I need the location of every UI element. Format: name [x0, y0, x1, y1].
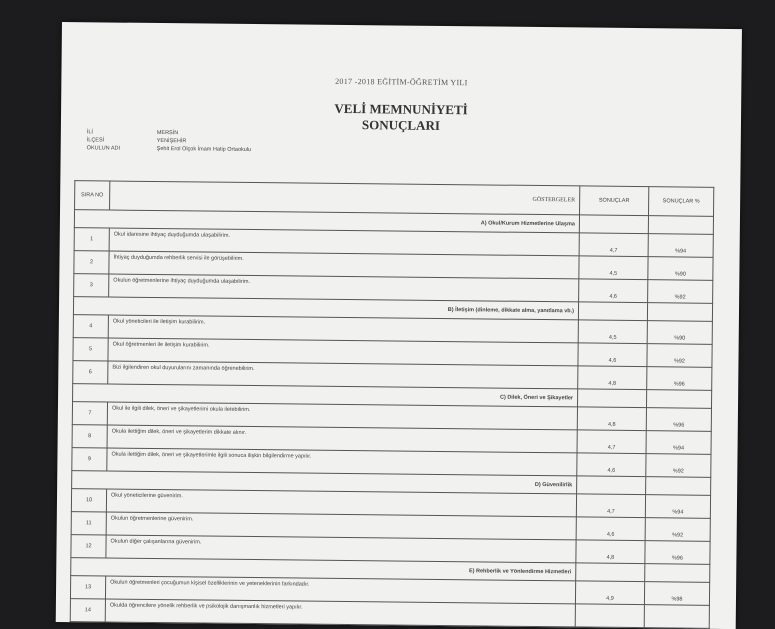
item-score: [575, 604, 644, 628]
item-score: 4,8: [578, 366, 647, 390]
item-pct: %96: [645, 541, 710, 565]
info-label: OKULUN ADI: [86, 145, 121, 152]
item-no: 2: [74, 251, 109, 274]
item-text: Okulun diğer çalışanlarına güvenirim.: [106, 535, 576, 563]
item-pct: %96: [646, 408, 711, 432]
item-pct: %94: [645, 495, 710, 519]
item-pct: [644, 605, 709, 629]
item-no: 1: [74, 228, 109, 251]
item-pct: %94: [648, 234, 713, 258]
item-text: Okulda öğrencilere yönelik rehberlik ve psikolojik danışmanlık hizmetleri yapılır.: [105, 599, 575, 627]
info-school: [87, 144, 252, 154]
item-no: 8: [72, 425, 107, 448]
item-score: 4,5: [578, 320, 647, 344]
item-no: 12: [71, 535, 106, 558]
item-text: Okula ilettiğim dilek, öneri ve şikayetlerimle ilgili sonuca ilişkin bilgilendirme yapılır.: [107, 448, 577, 476]
info-value: MERSİN: [156, 129, 179, 137]
item-text: Okul yöneticilerine güvenirim.: [106, 489, 576, 517]
item-pct: %92: [648, 280, 713, 304]
header-no: SIRA NO: [75, 181, 110, 210]
item-text: İhtiyaç duyduğumda rehberlik servisi ile görüşebilirim.: [109, 251, 579, 279]
item-text: Okula ilettiğim dilek, öneri ve şikayetlerim dikkate alınır.: [107, 425, 577, 453]
info-value: Şehit Erol Olçok İmam Hatip Ortaokulu: [156, 145, 252, 153]
item-text: Okul idaresine ihtiyaç duyduğumda ulaşabilirim.: [109, 228, 579, 256]
item-score: 4,6: [576, 517, 645, 541]
section-title: D) Güvenilirlik: [72, 471, 577, 494]
section-title: A) Okul/Kurum Hizmetlerine Ulaşma: [74, 210, 579, 233]
item-no: 6: [73, 361, 108, 384]
item-score: 4,6: [577, 453, 646, 477]
item-no: 13: [70, 576, 105, 599]
item-text: Okulun öğretmenlerine ihtiyaç duyduğumda ulaşabilirim.: [109, 274, 579, 302]
info-label: İLÇESİ: [86, 137, 105, 144]
header-indicators: GÖSTERGELER: [110, 181, 580, 215]
results-table: [70, 180, 715, 629]
item-pct: %98: [644, 582, 709, 606]
item-text: Bizi ilgilendiren okul duyurularını zamanında öğrenebilirim.: [108, 361, 578, 389]
item-text: Okul öğretmenleri ile iletişim kurabilirim.: [108, 338, 578, 366]
item-score: 4,7: [576, 494, 645, 518]
item-score: 4,7: [577, 430, 646, 454]
item-no: 9: [72, 448, 107, 471]
item-score: 4,7: [579, 233, 648, 257]
item-text: Okulun öğretmenleri çocuğumun kişisel özelliklerinin ve yeteneklerinin farkındadır.: [105, 576, 575, 604]
item-no: 7: [72, 402, 107, 425]
item-pct: %92: [646, 454, 711, 478]
header-results-pct: SONUÇLAR %: [649, 187, 714, 217]
header-results: SONUÇLAR: [580, 186, 649, 216]
item-text: Okul yöneticileri ile iletişim kurabilirim.: [108, 315, 578, 343]
info-value: YENİŞEHİR: [156, 137, 187, 145]
item-pct: %94: [646, 431, 711, 455]
title-line-2: SONUÇLARI: [361, 117, 441, 133]
academic-year: 2017 -2018 EĞİTİM-ÖĞRETİM YILI: [335, 76, 468, 88]
item-text: Okul ile ilgili dilek, öneri ve şikayetlerimi okula iletebilirim.: [107, 402, 577, 430]
document-page: [56, 22, 742, 629]
item-score: 4,9: [575, 581, 644, 605]
item-pct: %92: [645, 518, 710, 542]
section-title: E) Rehberlik ve Yönlendirme Hizmetleri: [71, 558, 576, 581]
item-score: 4,5: [579, 256, 648, 280]
section-title: B) İletişim (dinleme, dikkate alma, yanıtlama vb.): [73, 297, 578, 320]
item-score: 4,8: [576, 540, 645, 564]
item-no: 4: [73, 315, 108, 338]
item-score: 4,8: [577, 407, 646, 431]
title-line-1: VELİ MEMNUNİYETİ: [334, 100, 468, 118]
item-no: 14: [70, 599, 105, 622]
item-no: 3: [74, 274, 109, 297]
school-info: [87, 128, 252, 154]
item-pct: %90: [648, 257, 713, 281]
item-no: 11: [71, 512, 106, 535]
item-text: Okulun öğretmenlerine güvenirim.: [106, 512, 576, 540]
item-no: 10: [71, 489, 106, 512]
item-pct: %90: [647, 321, 712, 345]
section-title: C) Dilek, Öneri ve Şikayetler: [73, 384, 578, 407]
item-score: 4,6: [578, 343, 647, 367]
item-pct: %92: [647, 344, 712, 368]
item-score: 4,6: [579, 279, 648, 303]
item-pct: %96: [647, 367, 712, 391]
info-label: İLİ: [86, 129, 94, 136]
item-no: 5: [73, 338, 108, 361]
